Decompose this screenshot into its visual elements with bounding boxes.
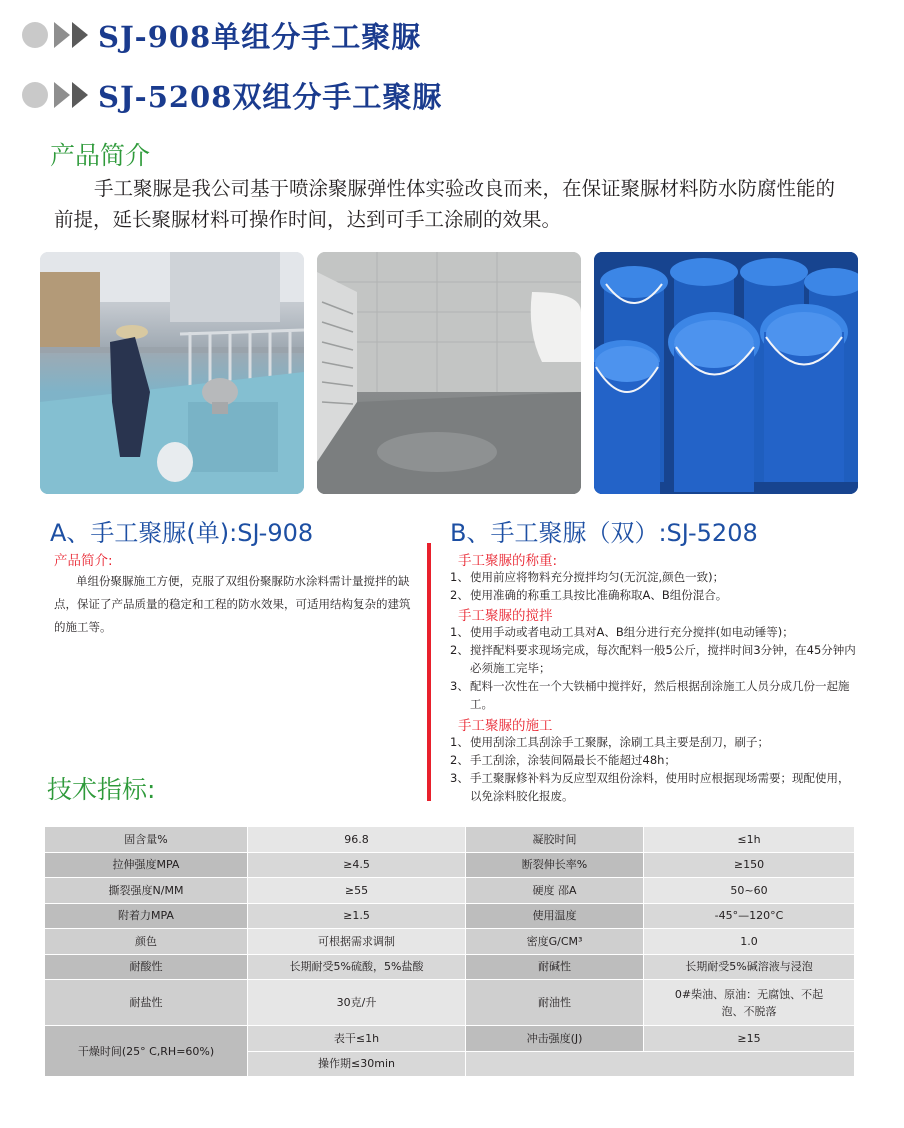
tech-heading: 技术指标: [47,775,156,804]
chevron-right-icon [72,82,88,108]
list-item: 1、 使用刮涂工具刮涂手工聚脲，涂刷工具主要是刮刀，刷子； [450,735,769,749]
weighing-subheading: 手工聚脲的称重: [458,553,558,569]
mixing-subheading: 手工聚脲的搅拌 [458,608,553,624]
table-cell: ≥15 [644,1026,855,1052]
list-item: 1、 使用前应将物料充分搅拌均匀(无沉淀,颜色一致)； [450,570,725,584]
chevron-right-icon [54,22,70,48]
table-cell: 0#柴油、原油：无腐蚀、不起泡、不脱落 [644,980,855,1026]
product-title-2: SJ-5208双组分手工聚脲 [98,79,443,114]
table-cell: 50~60 [644,878,855,904]
table-row [45,1026,855,1052]
table-row [45,929,855,955]
application-subheading: 手工聚脲的施工 [458,718,553,734]
table-cell: 使用温度 [466,903,644,929]
table-cell: 长期耐受5%碱溶液与浸泡 [644,954,855,980]
table-cell: 表干≤1h [248,1026,466,1052]
bathroom-floor-photo [317,252,581,494]
table-cell [466,1051,855,1077]
weighing-list [450,568,860,604]
table-row [45,980,855,1026]
chevron-right-icon [72,22,88,48]
table-cell: ≥4.5 [248,852,466,878]
table-cell: 拉伸强度MPA [45,852,248,878]
tech-spec-table [44,826,855,1077]
rooftop-application-photo [40,252,304,494]
table-cell: ≤1h [644,827,855,853]
list-item: 2、 搅拌配料要求现场完成，每次配料一般5公斤，搅拌时间3分钟，在45分钟内必须施工完毕； [450,643,856,675]
table-cell: 撕裂强度N/MM [45,878,248,904]
table-cell: 颜色 [45,929,248,955]
table-cell: 30克/升 [248,980,466,1026]
bullet-dot-icon [22,82,48,108]
table-cell: 干燥时间(25° C,RH=60%) [45,1026,248,1077]
divider-bar [427,543,431,801]
chevron-right-icon [54,82,70,108]
bullet-dot-icon [22,22,48,48]
table-cell: 1.0 [644,929,855,955]
table-cell: 可根据需求调制 [248,929,466,955]
table-row [45,903,855,929]
list-item: 2、 使用准确的称重工具按比准确称取A、B组份混合。 [450,588,728,602]
section-a-heading: A、手工聚脲(单):SJ-908 [50,519,314,547]
table-cell: 耐碱性 [466,954,644,980]
list-item: 3、 手工聚脲修补料为反应型双组份涂料，使用时应根据现场需要；现配使用，以免涂料胶化报废。 [450,771,850,803]
section-a-subheading: 产品简介: [54,553,113,569]
table-row [45,852,855,878]
section-b-heading: B、手工聚脲（双）:SJ-5208 [450,519,758,547]
table-cell: ≥1.5 [248,903,466,929]
table-cell: 耐油性 [466,980,644,1026]
product-title-1: SJ-908单组分手工聚脲 [98,19,422,54]
table-cell: 96.8 [248,827,466,853]
table-cell: ≥150 [644,852,855,878]
table-row [45,954,855,980]
table-cell: 密度G/CM³ [466,929,644,955]
table-cell: 耐酸性 [45,954,248,980]
section-a-text: 单组份聚脲施工方便，克服了双组份聚脲防水涂料需计量搅拌的缺点，保证了产品质量的稳定和工程的防水效果，可适用结构复杂的建筑的施工等。 [54,574,411,634]
title-row-2 [22,76,442,114]
table-cell: 断裂伸长率% [466,852,644,878]
intro-text: 手工聚脲是我公司基于喷涂聚脲弹性体实验改良而来，在保证聚脲材料防水防腐性能的前提，延长聚脲材料可操作时间，达到可手工涂刷的效果。 [54,177,836,231]
mixing-list [450,623,860,713]
table-row [45,827,855,853]
list-item: 1、 使用手动或者电动工具对A、B组分进行充分搅拌(如电动锤等)； [450,625,794,639]
table-cell: 耐盐性 [45,980,248,1026]
table-cell: 附着力MPA [45,903,248,929]
list-item: 3、 配料一次性在一个大铁桶中搅拌好，然后根据刮涂施工人员分成几份一起施工。 [450,679,850,711]
table-cell: -45°—120°C [644,903,855,929]
table-cell: ≥55 [248,878,466,904]
table-cell: 冲击强度(J) [466,1026,644,1052]
intro-heading: 产品简介 [50,141,151,170]
application-list [450,733,860,805]
product-buckets-photo [594,252,858,494]
table-cell: 操作期≤30min [248,1051,466,1077]
table-row [45,878,855,904]
title-row-1 [22,16,421,54]
list-item: 2、 手工刮涂，涂装间隔最长不能超过48h； [450,753,676,767]
table-cell: 长期耐受5%硫酸，5%盐酸 [248,954,466,980]
table-cell: 固含量% [45,827,248,853]
table-cell: 凝胶时间 [466,827,644,853]
table-cell: 硬度 邵A [466,878,644,904]
